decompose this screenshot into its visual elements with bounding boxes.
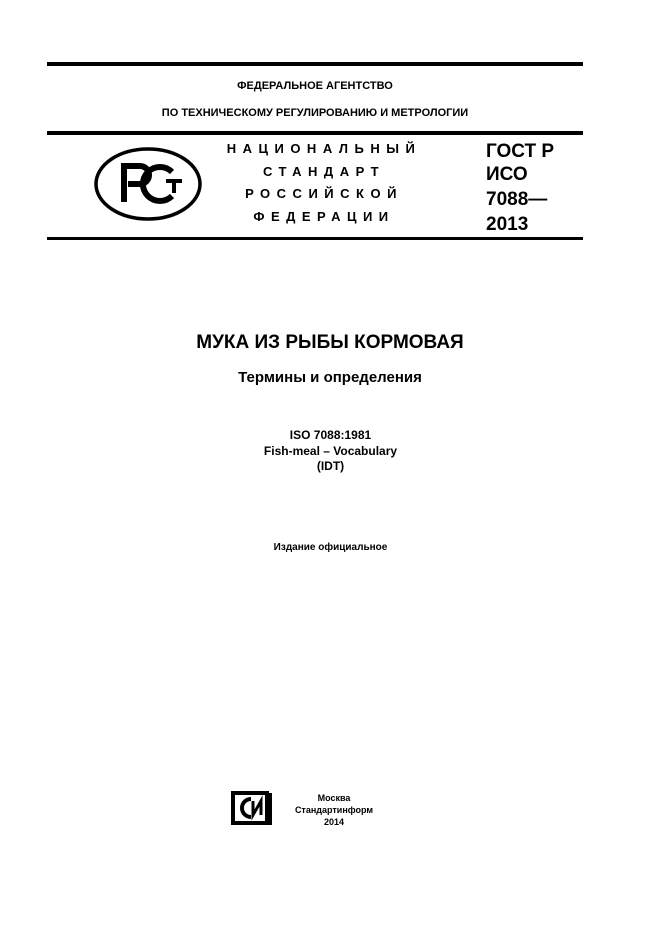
standard-type-line-2: СТАНДАРТ [262, 164, 386, 179]
standartinform-logo-icon [229, 789, 273, 827]
rst-certification-mark-icon [94, 146, 204, 222]
iso-title: Fish-meal – Vocabulary [263, 444, 398, 458]
iso-reference: ISO 7088:1981 [289, 428, 372, 442]
standard-type-line-3: РОССИЙСКОЙ [245, 186, 403, 201]
publisher-year: 2014 [323, 817, 345, 827]
standard-type-line-4: ФЕДЕРАЦИИ [253, 209, 395, 224]
document-title: МУКА ИЗ РЫБЫ КОРМОВАЯ [196, 332, 464, 353]
designation-line-2: ИСО [486, 164, 528, 185]
header-divider-rule [47, 131, 583, 135]
header-bottom-rule [47, 237, 583, 240]
publisher-name: Стандартинформ [294, 805, 374, 815]
designation-line-3: 7088— [486, 189, 548, 210]
edition-label: Издание официальное [273, 542, 388, 553]
designation-line-4: 2013 [486, 214, 529, 235]
publisher-city: Москва [317, 793, 351, 803]
agency-line-2: ПО ТЕХНИЧЕСКОМУ РЕГУЛИРОВАНИЮ И МЕТРОЛОГИИ [161, 107, 469, 119]
top-rule [47, 62, 583, 66]
designation-line-1: ГОСТ Р [486, 141, 555, 162]
document-subtitle: Термины и определения [238, 369, 422, 386]
agency-line-1: ФЕДЕРАЛЬНОЕ АГЕНТСТВО [237, 80, 393, 92]
equivalence-mark: (IDT) [316, 459, 345, 473]
standard-type-line-1: НАЦИОНАЛЬНЫЙ [226, 141, 422, 156]
